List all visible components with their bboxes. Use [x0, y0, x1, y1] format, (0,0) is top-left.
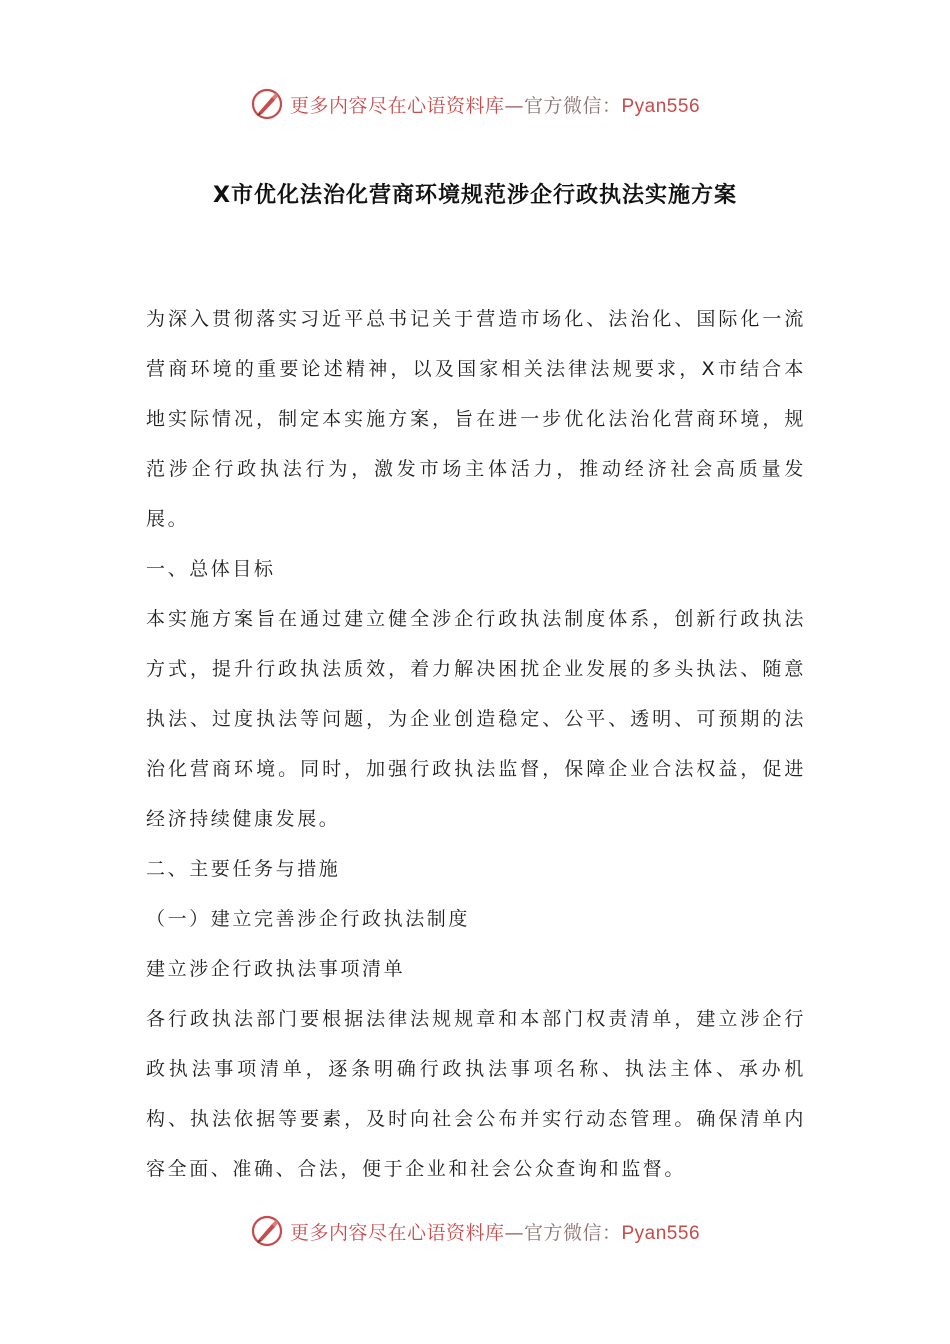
goals-paragraph: 本实施方案旨在通过建立健全涉企行政执法制度体系，创新行政执法方式，提升行政执法质效，着力解决困扰企业发展的多头执法、随意执法、过度执法等问题，为企业创造稳定、公平、透明、可预期的法治化营商环境。同时，加强行政执法监督，保障企业合法权益，促进经济持续健康发展。	[146, 608, 806, 830]
watermark-text: 更多内容尽在心语资料库—官方微信：Pyan556	[289, 1221, 701, 1244]
section-heading-goals: 一、总体目标	[146, 558, 276, 580]
checklist-paragraph: 各行政执法部门要根据法律法规规章和本部门权责清单，建立涉企行政执法事项清单，逐条明确行政执法事项名称、执法主体、承办机构、执法依据等要素，及时向社会公布并实行动态管理。确保清单内容全面、准确、合法，便于企业和社会公众查询和监督。	[146, 1008, 806, 1180]
document-body	[146, 294, 806, 1194]
section-heading-tasks: 二、主要任务与措施	[146, 858, 341, 880]
item-heading-checklist: 建立涉企行政执法事项清单	[146, 958, 406, 980]
pen-circle-logo-icon	[250, 1214, 284, 1248]
header-watermark	[0, 84, 950, 124]
watermark-text: 更多内容尽在心语资料库—官方微信：Pyan556	[289, 94, 701, 117]
intro-paragraph: 为深入贯彻落实习近平总书记关于营造市场化、法治化、国际化一流营商环境的重要论述精神，以及国家相关法律法规要求，X市结合本地实际情况，制定本实施方案，旨在进一步优化法治化营商环境，规范涉企行政执法行为，激发市场主体活力，推动经济社会高质量发展。	[146, 308, 806, 530]
document-title: X市优化法治化营商环境规范涉企行政执法实施方案	[213, 183, 737, 208]
pen-circle-logo-icon	[250, 87, 284, 121]
subsection-heading-system: （一）建立完善涉企行政执法制度	[146, 908, 471, 930]
footer-watermark	[0, 1211, 950, 1251]
